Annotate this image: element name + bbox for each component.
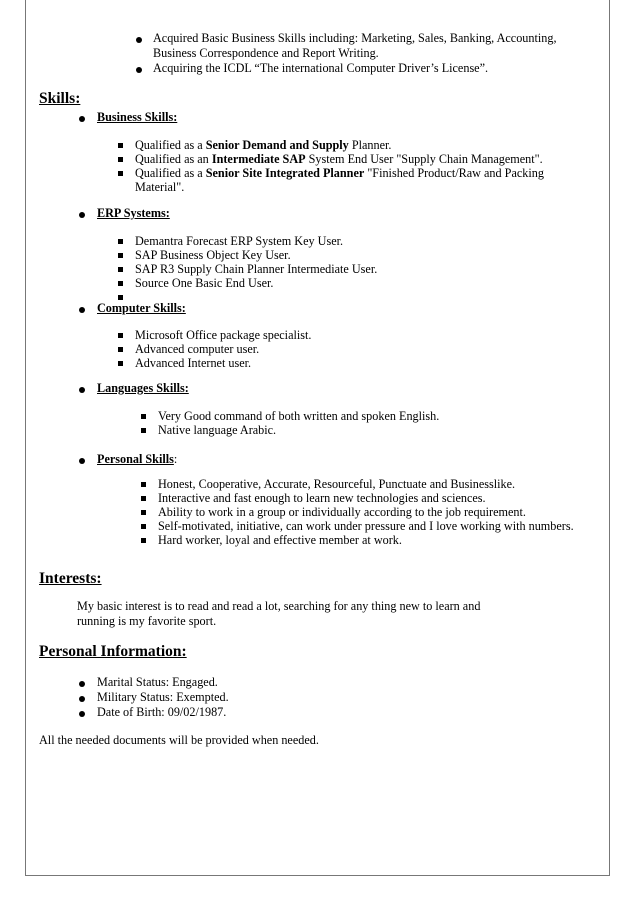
square-bullet (141, 538, 146, 543)
square-bullet (118, 333, 123, 338)
computer-item: Microsoft Office package specialist. (135, 328, 312, 342)
personal-skills-title: Personal Skills: (97, 452, 178, 466)
computer-skills-title: Computer Skills: (97, 301, 186, 315)
computer-item: Advanced computer user. (135, 342, 260, 356)
personal-skill-item: Honest, Cooperative, Accurate, Resourceful, Punctuate and Businesslike. (158, 477, 516, 491)
business-skill-item: Qualified as an Intermediate SAP System End User "Supply Chain Management". (135, 152, 543, 166)
personal-info-item: Marital Status: Engaged. (97, 675, 218, 689)
interests-line2: running is my favorite sport. (77, 614, 217, 628)
bullet-dot (136, 37, 142, 43)
square-bullet (141, 482, 146, 487)
erp-item: SAP R3 Supply Chain Planner Intermediate User. (135, 262, 378, 276)
bullet-dot (79, 458, 85, 464)
square-bullet (118, 295, 123, 300)
bullet-dot (136, 67, 142, 73)
top-bullet-1-line1: Acquired Basic Business Skills including: Marketing, Sales, Banking, Accounting, (153, 31, 557, 45)
top-bullet-1-line2: Business Correspondence and Report Writing. (153, 46, 379, 60)
business-skill-item: Qualified as a Senior Demand and Supply Planner. (135, 138, 392, 152)
square-bullet (141, 510, 146, 515)
square-bullet (141, 428, 146, 433)
personal-info-item: Military Status: Exempted. (97, 690, 229, 704)
square-bullet (118, 253, 123, 258)
languages-skills-title: Languages Skills: (97, 381, 189, 395)
erp-item: Demantra Forecast ERP System Key User. (135, 234, 344, 248)
bullet-dot (79, 116, 85, 122)
square-bullet (118, 171, 123, 176)
square-bullet (118, 361, 123, 366)
personal-skill-item: Hard worker, loyal and effective member at work. (158, 533, 402, 547)
bullet-dot (79, 681, 85, 687)
square-bullet (118, 347, 123, 352)
closing-statement: All the needed documents will be provided when needed. (39, 733, 319, 747)
erp-item: SAP Business Object Key User. (135, 248, 291, 262)
personal-info-item: Date of Birth: 09/02/1987. (97, 705, 227, 719)
bullet-dot (79, 212, 85, 218)
erp-systems-title: ERP Systems: (97, 206, 170, 220)
language-item: Very Good command of both written and spoken English. (158, 409, 440, 423)
square-bullet (118, 143, 123, 148)
business-skills-title: Business Skills: (97, 110, 178, 124)
erp-item: Source One Basic End User. (135, 276, 274, 290)
language-item: Native language Arabic. (158, 423, 277, 437)
interests-line1: My basic interest is to read and read a lot, searching for any thing new to learn and (77, 599, 481, 613)
square-bullet (118, 239, 123, 244)
square-bullet (141, 524, 146, 529)
personal-information-heading: Personal Information: (39, 643, 187, 660)
square-bullet (141, 414, 146, 419)
top-bullet-2: Acquiring the ICDL “The international Computer Driver’s License”. (153, 61, 489, 75)
skills-heading: Skills: (39, 90, 81, 107)
business-skill-item: Qualified as a Senior Site Integrated Planner "Finished Product/Raw and Packing (135, 166, 544, 180)
personal-skill-item: Self-motivated, initiative, can work under pressure and I love working with numbers. (158, 519, 574, 533)
square-bullet (118, 157, 123, 162)
business-skill-item-line2: Material". (135, 180, 185, 194)
square-bullet (118, 267, 123, 272)
bullet-dot (79, 711, 85, 717)
personal-skill-item: Ability to work in a group or individually according to the job requirement. (158, 505, 526, 519)
bullet-dot (79, 387, 85, 393)
personal-skill-item: Interactive and fast enough to learn new technologies and sciences. (158, 491, 486, 505)
square-bullet (141, 496, 146, 501)
computer-item: Advanced Internet user. (135, 356, 252, 370)
bullet-dot (79, 696, 85, 702)
square-bullet (118, 281, 123, 286)
interests-heading: Interests: (39, 570, 102, 587)
bullet-dot (79, 307, 85, 313)
